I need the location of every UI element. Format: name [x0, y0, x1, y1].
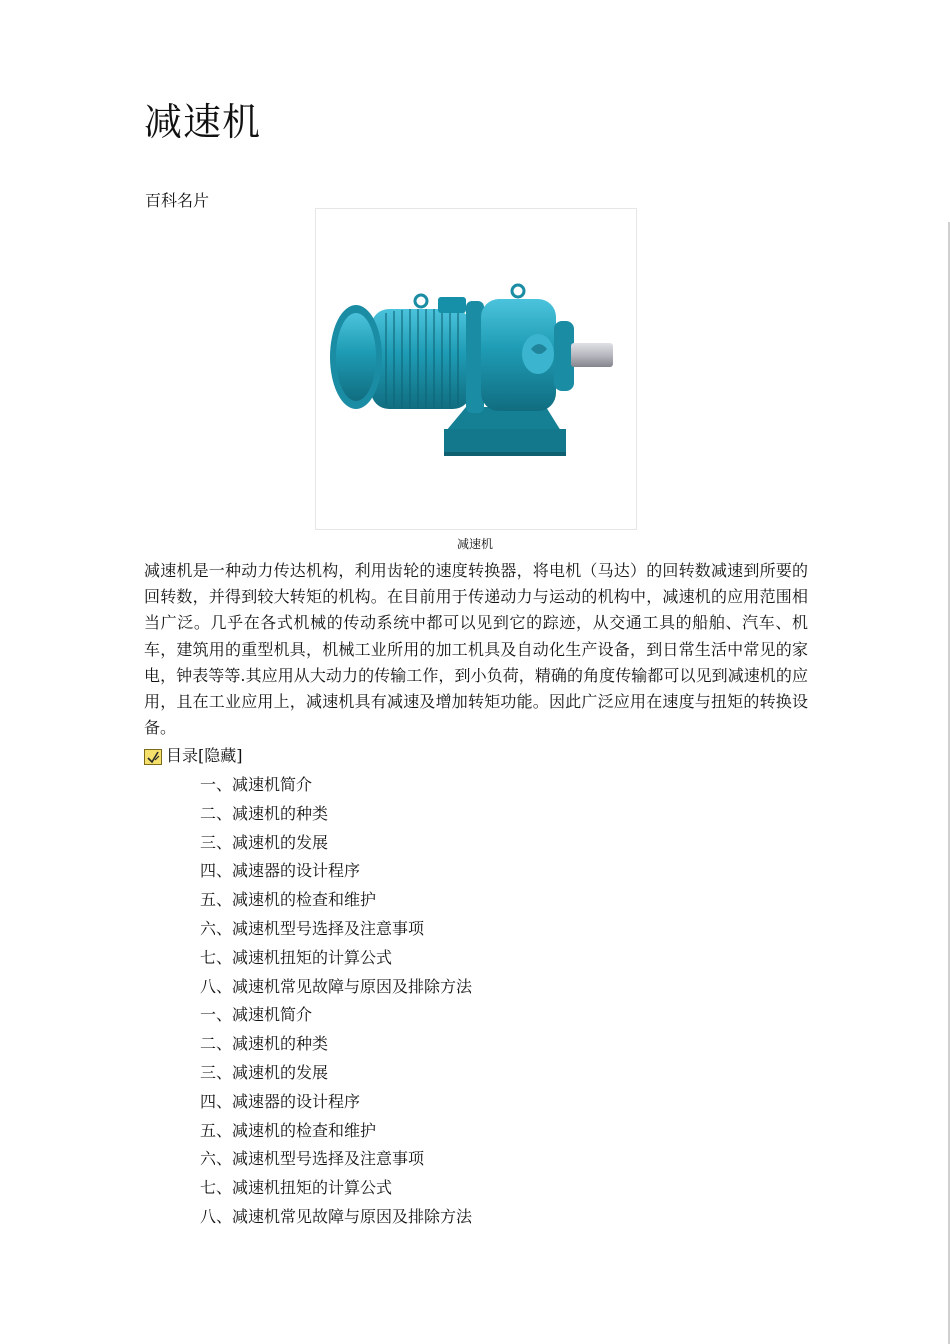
card-label: 百科名片: [145, 191, 210, 210]
toc-item[interactable]: 三、减速机的发展: [200, 1062, 329, 1082]
intro-paragraph: 减速机是一种动力传达机构，利用齿轮的速度转换器，将电机（马达）的回转数减速到所要的回转数，并得到较大转矩的机构。在目前用于传递动力与运动的机构中，减速机的应用范围相当广泛。几乎在各式机械的传动系统中都可以见到它的踪迹，从交通工具的船舶、汽车、机车，建筑用的重型机具，机械工业所用的加工机具及自动化生产设备，到日常生活中常见的家电，钟表等等.其应用从大动力的传输工作，到小负荷，精确的角度传输都可以见到减速机的应用，且在工业应用上，减速机具有减速及增加转矩功能。因此广泛应用在速度与扭矩的转换设备。: [144, 561, 808, 738]
toc-item[interactable]: 七、减速机扭矩的计算公式: [200, 1178, 393, 1198]
toc-header: [144, 744, 243, 768]
toc-label: 目录: [166, 746, 199, 765]
toc-item[interactable]: 一、减速机简介: [200, 775, 313, 794]
toc-toggle-icon[interactable]: [144, 748, 162, 764]
toc-item[interactable]: 二、减速机的种类: [200, 803, 329, 823]
toc-item[interactable]: 七、减速机扭矩的计算公式: [200, 947, 393, 967]
toc-item[interactable]: 二、减速机的种类: [200, 1034, 329, 1054]
toc-item[interactable]: 八、减速机常见故障与原因及排除方法: [200, 976, 473, 996]
toc-item[interactable]: 六、减速机型号选择及注意事项: [200, 1149, 425, 1169]
toc-item[interactable]: 五、减速机的检查和维护: [200, 890, 377, 910]
page-title: 减速机: [144, 100, 262, 144]
toc-hide-link[interactable]: [隐藏]: [198, 746, 243, 765]
gear-reducer-motor-image: [316, 209, 636, 529]
toc-list: [200, 771, 472, 1232]
figure-caption: 减速机: [456, 537, 493, 551]
toc-item[interactable]: 一、减速机简介: [200, 1005, 313, 1025]
toc-item[interactable]: 四、减速器的设计程序: [200, 1091, 361, 1111]
toc-item[interactable]: 五、减速机的检查和维护: [200, 1120, 377, 1140]
toc-item[interactable]: 六、减速机型号选择及注意事项: [200, 918, 425, 938]
toc-item[interactable]: 八、减速机常见故障与原因及排除方法: [200, 1206, 473, 1226]
toc-item[interactable]: 四、减速器的设计程序: [200, 861, 361, 881]
toc-item[interactable]: 三、减速机的发展: [200, 832, 329, 852]
figure-image: [315, 208, 637, 530]
